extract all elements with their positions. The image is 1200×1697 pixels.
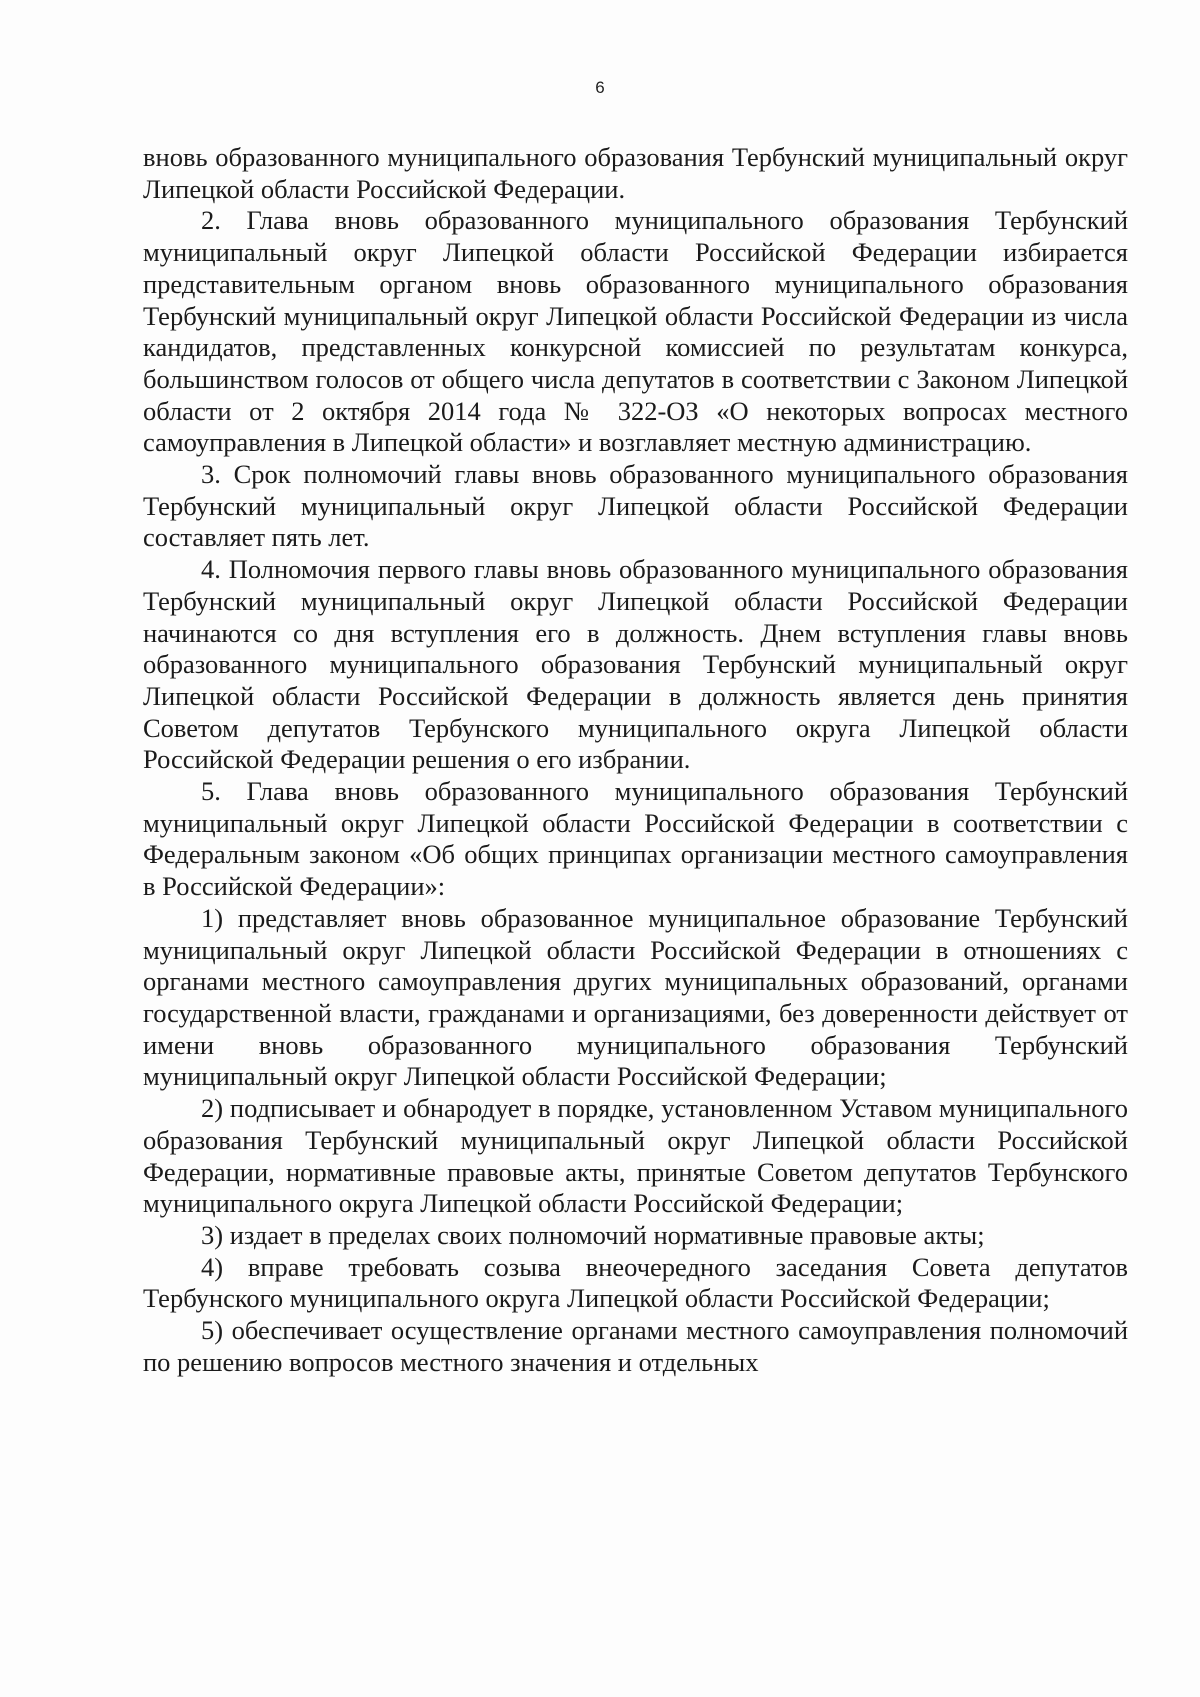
paragraph-item-4: 4. Полномочия первого главы вновь образованного муниципального образования Тербунский муниципальный округ Липецкой области Российской Федерации начинаются со дня вступления его в должность. Днем вступления главы вновь образованного муниципального образования Тербунский муниципальный округ Липецкой области Российской Федерации в должность является день принятия Советом депутатов Тербунского муниципального округа Липецкой области Российской Федерации решения о его избрании. xyxy=(143,554,1128,775)
paragraph-item-2: 2. Глава вновь образованного муниципального образования Тербунский муниципальный округ Липецкой области Российской Федерации избирается представительным органом вновь образованного муниципального образования Тербунский муниципальный округ Липецкой области Российской Федерации из числа кандидатов, представленных конкурсной комиссией по результатам конкурса, большинством голосов от общего числа депутатов в соответствии с Законом Липецкой области от 2 октября 2014 года № 322-ОЗ «О некоторых вопросах местного самоуправления в Липецкой области» и возглавляет местную администрацию. xyxy=(143,205,1128,458)
subitem-4: 4) вправе требовать созыва внеочередного заседания Совета депутатов Тербунского муниципального округа Липецкой области Российской Федерации; xyxy=(143,1251,1128,1314)
subitem-2: 2) подписывает и обнародует в порядке, установленном Уставом муниципального образования Тербунский муниципальный округ Липецкой области Российской Федерации, нормативные правовые акты, принятые Советом депутатов Тербунского муниципального округа Липецкой области Российской Федерации; xyxy=(143,1093,1128,1219)
subitem-3: 3) издает в пределах своих полномочий нормативные правовые акты; xyxy=(201,1219,985,1250)
document-body xyxy=(143,142,1128,1378)
subitem-1: 1) представляет вновь образованное муниципальное образование Тербунский муниципальный округ Липецкой области Российской Федерации в отношениях с органами местного самоуправления других муниципальных образований, органами государственной власти, гражданами и организациями, без доверенности действует от имени вновь образованного муниципального образования Тербунский муниципальный округ Липецкой области Российской Федерации; xyxy=(143,902,1128,1092)
page-number: 6 xyxy=(595,78,605,97)
paragraph-item-5: 5. Глава вновь образованного муниципального образования Тербунский муниципальный округ Липецкой области Российской Федерации в соответствии с Федеральным законом «Об общих принципах организации местного самоуправления в Российской Федерации»: xyxy=(143,776,1128,902)
paragraph-item-3: 3. Срок полномочий главы вновь образованного муниципального образования Тербунский муниципальный округ Липецкой области Российской Федерации составляет пять лет. xyxy=(143,459,1128,553)
subitem-5: 5) обеспечивает осуществление органами местного самоуправления полномочий по решению вопросов местного значения и отдельных xyxy=(143,1315,1128,1377)
paragraph-continuation: вновь образованного муниципального образования Тербунский муниципальный округ Липецкой области Российской Федерации. xyxy=(143,142,1128,204)
